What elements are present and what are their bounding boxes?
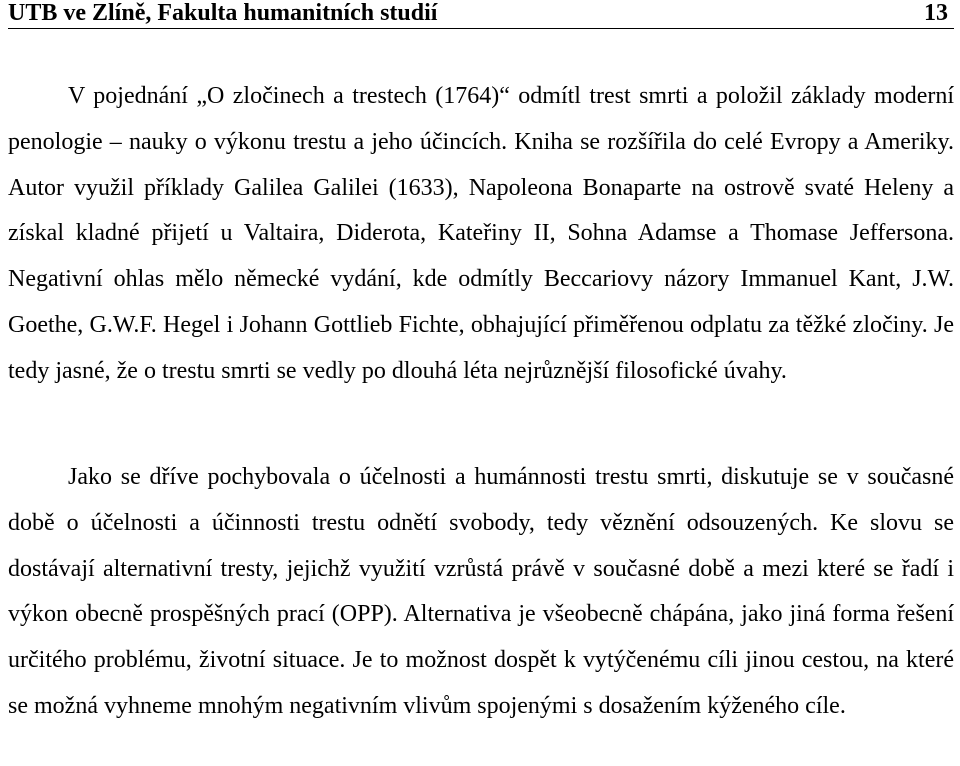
paragraph-2: Jako se dříve pochybovala o účelnosti a humánnosti trestu smrti, diskutuje se v současné době o účelnosti a účinnosti trestu odnětí svobody, tedy věznění odsouzených. Ke slovu se dostávají alternativní tresty, jejichž využití vzrůstá právě v současné době a mezi které se řadí i výkon obecně prospěšných prací (OPP). Alternativa je všeobecně chápána, jako jiná forma řešení určitého problému, životní situace. Je to možnost dospět k vytýčenému cíli jinou cestou, na které se možná vyhneme mnohým negativním vlivům spojenými s dosažením kýženého cíle. xyxy=(8,464,954,719)
paragraph-1: V pojednání „O zločinech a trestech (1764)“ odmítl trest smrti a položil základy moderní penologie – nauky o výkonu trestu a jeho účincích. Kniha se rozšířila do celé Evropy a Ameriky. Autor využil příklady Galilea Galilei (1633), Napoleona Bonaparte na ostrově svaté Heleny a získal kladné přijetí u Valtaira, Diderota, Kateřiny II, Sohna Adamse a Thomase Jeffersona. Negativní ohlas mělo německé vydání, kde odmítly Beccariovy názory Immanuel Kant, J.W. Goethe, G.W.F. Hegel i Johann Gottlieb Fichte, obhajující přiměřenou odplatu za těžké zločiny. Je tedy jasné, že o trestu smrti se vedly po dlouhá léta nejrůznější filosofické úvahy. xyxy=(8,83,954,384)
header-title: UTB ve Zlíně, Fakulta humanitních studií xyxy=(8,0,438,26)
page-header xyxy=(8,0,954,29)
page-number: 13 xyxy=(924,0,948,26)
